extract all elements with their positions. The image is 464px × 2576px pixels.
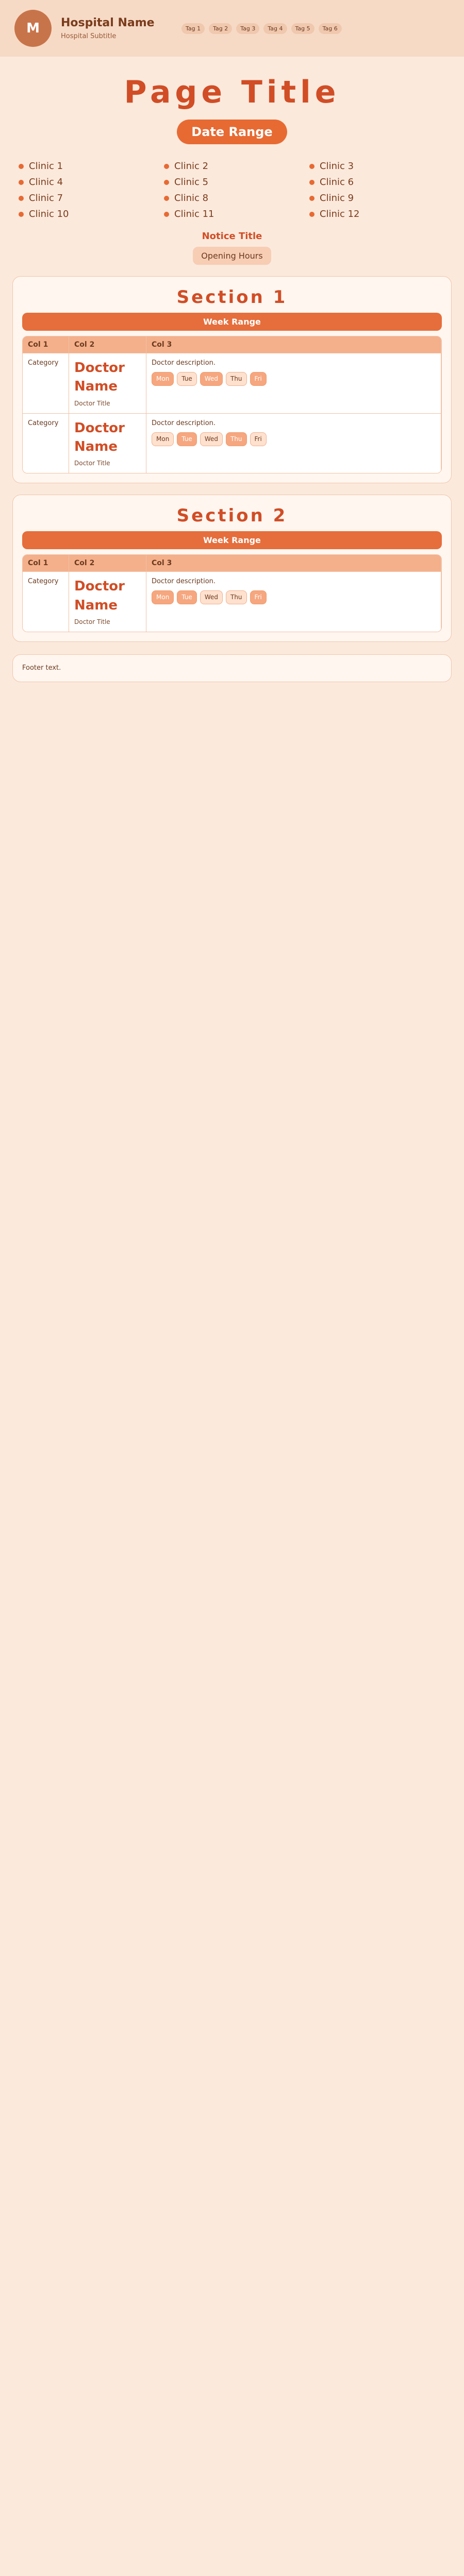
- bullet-icon: [19, 180, 24, 185]
- table-row: [23, 353, 441, 413]
- schedule-chip: Fri: [250, 590, 267, 604]
- bullet-icon: [19, 164, 24, 169]
- bullet-icon: [164, 164, 169, 169]
- table-header-cell: Col 1: [23, 336, 69, 353]
- schedule-table: [22, 554, 442, 632]
- schedule-chip: Thu: [226, 590, 247, 604]
- clinic-item: [19, 161, 155, 172]
- clinic-label: Clinic 10: [29, 209, 69, 219]
- table-header: [23, 555, 441, 571]
- hospital-block: [61, 16, 155, 40]
- row-category: Category: [23, 353, 69, 413]
- tag: Tag 2: [209, 23, 232, 34]
- clinic-item: [19, 193, 155, 204]
- clinic-label: Clinic 5: [174, 177, 209, 188]
- doctor-title: Doctor Title: [74, 399, 110, 407]
- tags: [181, 23, 450, 34]
- row-category: Category: [23, 572, 69, 632]
- hospital-logo: M: [14, 10, 52, 47]
- table-header-cell: Col 2: [69, 336, 146, 353]
- schedule-chip: Wed: [200, 372, 223, 386]
- clinic-item: [19, 177, 155, 188]
- schedule-chip: Tue: [177, 372, 197, 386]
- section-title: Section 2: [176, 505, 288, 527]
- doctor-name: Doctor Name: [74, 420, 125, 454]
- schedule-table: [22, 336, 442, 473]
- row-category: Category: [23, 414, 69, 473]
- schedule: [152, 590, 436, 604]
- hero-date: Date Range: [177, 120, 287, 144]
- top-banner: [0, 0, 464, 57]
- clinic-label: Clinic 11: [174, 209, 214, 219]
- bullet-icon: [309, 164, 314, 169]
- doctor-desc: Doctor description.: [152, 359, 216, 367]
- schedule-chip: Thu: [226, 432, 247, 446]
- clinic-item: [164, 177, 300, 188]
- bullet-icon: [19, 212, 24, 217]
- footer: [12, 654, 452, 682]
- tag: Tag 6: [319, 23, 342, 34]
- bullet-icon: [309, 180, 314, 185]
- clinic-item: [309, 193, 445, 204]
- hero-title: Page Title: [124, 74, 340, 110]
- hospital-name: Hospital Name: [61, 16, 155, 29]
- schedule-chip: Tue: [177, 590, 197, 604]
- row-details: [146, 414, 441, 473]
- section-week: Week Range: [22, 313, 442, 331]
- footer-text: Footer text.: [22, 664, 61, 672]
- tag: Tag 5: [291, 23, 314, 34]
- schedule-chip: Mon: [152, 432, 174, 446]
- table-header-cell: Col 3: [146, 555, 441, 571]
- clinic-item: [309, 209, 445, 219]
- table-row: [23, 413, 441, 473]
- bullet-icon: [309, 212, 314, 217]
- doctor-title: Doctor Title: [74, 618, 110, 625]
- table-header: [23, 336, 441, 353]
- section: [12, 276, 452, 483]
- clinic-label: Clinic 9: [320, 193, 354, 204]
- doctor-desc: Doctor description.: [152, 419, 216, 427]
- bullet-icon: [164, 212, 169, 217]
- hospital-subtitle: Hospital Subtitle: [61, 32, 117, 40]
- table-header-cell: Col 3: [146, 336, 441, 353]
- clinic-list: [19, 161, 445, 219]
- row-details: [146, 572, 441, 632]
- doctor-name: Doctor Name: [74, 360, 125, 395]
- clinic-label: Clinic 12: [320, 209, 360, 219]
- schedule-chip: Fri: [250, 432, 267, 446]
- bullet-icon: [19, 196, 24, 201]
- tag: Tag 1: [181, 23, 205, 34]
- clinic-label: Clinic 4: [29, 177, 63, 188]
- schedule-chip: Thu: [226, 372, 247, 386]
- row-doctor: [69, 414, 146, 473]
- bullet-icon: [164, 196, 169, 201]
- clinic-label: Clinic 3: [320, 161, 354, 172]
- section-week: Week Range: [22, 531, 442, 549]
- table-header-cell: Col 2: [69, 555, 146, 571]
- table-header-cell: Col 1: [23, 555, 69, 571]
- schedule: [152, 432, 436, 446]
- bullet-icon: [164, 180, 169, 185]
- sections: [0, 276, 464, 642]
- schedule-chip: Fri: [250, 372, 267, 386]
- section: [12, 495, 452, 642]
- section-title: Section 1: [176, 287, 288, 308]
- notice-title: Notice Title: [202, 231, 262, 242]
- clinic-label: Clinic 2: [174, 161, 209, 172]
- schedule-chip: Tue: [177, 432, 197, 446]
- clinic-item: [164, 209, 300, 219]
- clinic-item: [309, 161, 445, 172]
- doctor-desc: Doctor description.: [152, 578, 216, 586]
- bullet-icon: [309, 196, 314, 201]
- doctor-title: Doctor Title: [74, 460, 110, 467]
- clinic-item: [19, 209, 155, 219]
- clinic-label: Clinic 6: [320, 177, 354, 188]
- clinic-label: Clinic 7: [29, 193, 63, 204]
- clinic-item: [164, 193, 300, 204]
- schedule-chip: Mon: [152, 590, 174, 604]
- page-root: [0, 0, 464, 698]
- clinic-item: [164, 161, 300, 172]
- row-doctor: [69, 572, 146, 632]
- row-doctor: [69, 353, 146, 413]
- clinic-label: Clinic 8: [174, 193, 209, 204]
- notice-time: Opening Hours: [193, 247, 271, 265]
- clinic-item: [309, 177, 445, 188]
- doctor-name: Doctor Name: [74, 579, 125, 613]
- tag: Tag 3: [236, 23, 259, 34]
- schedule-chip: Wed: [200, 590, 223, 604]
- schedule-chip: Wed: [200, 432, 223, 446]
- schedule-chip: Mon: [152, 372, 174, 386]
- notice: [19, 231, 445, 265]
- table-row: [23, 571, 441, 632]
- hero: [0, 57, 464, 149]
- schedule: [152, 372, 436, 386]
- row-details: [146, 353, 441, 413]
- clinic-label: Clinic 1: [29, 161, 63, 172]
- tag: Tag 4: [263, 23, 287, 34]
